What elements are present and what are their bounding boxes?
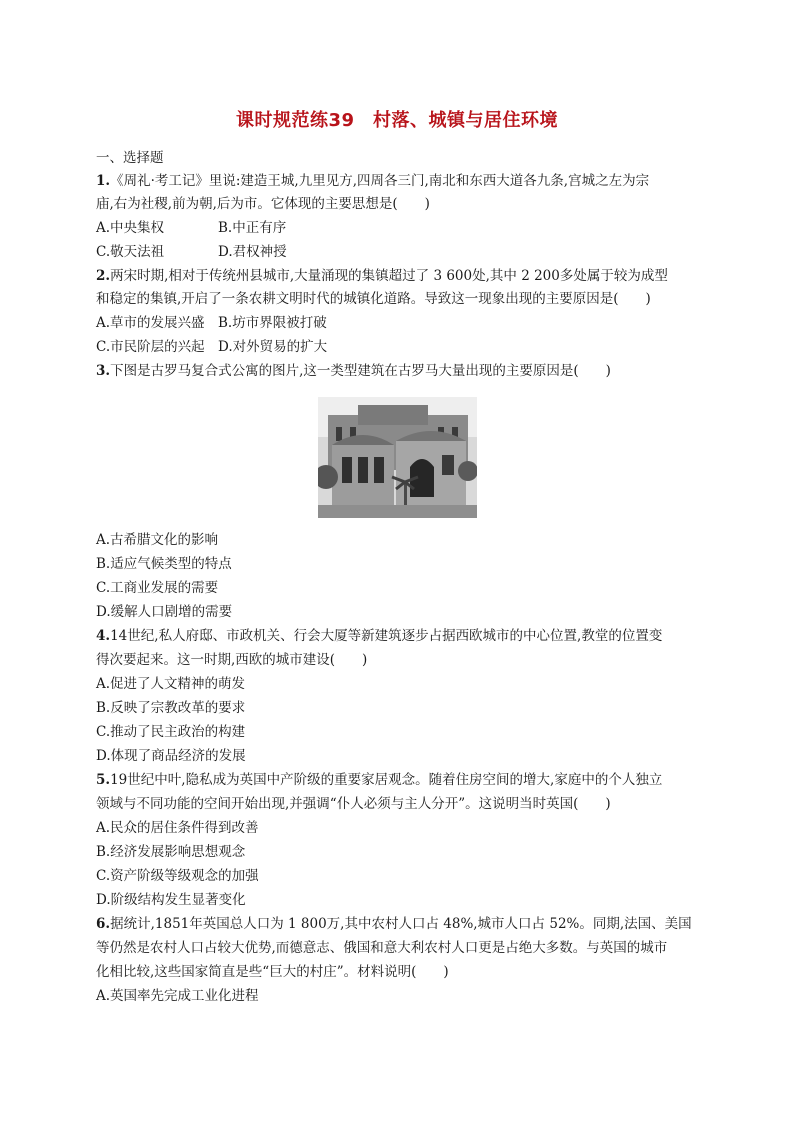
question-4-line-1 — [96, 626, 662, 646]
question-number: 5. — [96, 772, 111, 788]
question-text: 据统计,1851年英国总人口为 1 800万,其中农村人口占 48%,城市人口占 52%。同期,法国、美国 — [110, 916, 692, 932]
question-3-option-b[interactable]: B.适应气候类型的特点 — [96, 556, 232, 572]
question-4-line-2: 得次要起来。这一时期,西欧的城市建设( ) — [96, 652, 368, 668]
question-text: 两宋时期,相对于传统州县城市,大量涌现的集镇超过了 3 600处,其中 2 200多处属于较为成型 — [110, 268, 668, 284]
question-5-option-b[interactable]: B.经济发展影响思想观念 — [96, 844, 246, 860]
question-1-options-row-2 — [96, 242, 287, 262]
question-5-option-c[interactable]: C.资产阶级等级观念的加强 — [96, 868, 259, 884]
question-5-option-a[interactable]: A.民众的居住条件得到改善 — [96, 820, 259, 836]
question-6-line-3: 化相比较,这些国家简直是些“巨大的村庄”。材料说明( ) — [96, 964, 449, 980]
question-number: 4. — [96, 628, 111, 644]
question-1-line-2: 庙,右为社稷,前为朝,后为市。它体现的主要思想是( ) — [96, 196, 430, 212]
question-6-line-1 — [96, 914, 692, 934]
question-3-option-d[interactable]: D.缓解人口剧增的需要 — [96, 604, 233, 620]
section-heading: 一、选择题 — [96, 150, 164, 166]
option-b[interactable]: B.坊市界限被打破 — [218, 315, 327, 331]
question-6-line-2: 等仍然是农村人口占较大优势,而德意志、俄国和意大利农村人口更是占绝大多数。与英国的城市 — [96, 940, 668, 956]
option-a[interactable]: A.草市的发展兴盛 — [96, 315, 205, 331]
question-4-option-c[interactable]: C.推动了民主政治的构建 — [96, 724, 246, 740]
question-3-option-c[interactable]: C.工商业发展的需要 — [96, 580, 219, 596]
building-illustration — [318, 397, 477, 518]
question-2-options-row-1 — [96, 313, 327, 333]
question-6-option-a[interactable]: A.英国率先完成工业化进程 — [96, 988, 259, 1004]
question-4-option-b[interactable]: B.反映了宗教改革的要求 — [96, 700, 246, 716]
page-title: 课时规范练39 村落、城镇与居住环境 — [235, 110, 559, 131]
question-4-option-a[interactable]: A.促进了人文精神的萌发 — [96, 676, 246, 692]
roman-apartment-photo — [318, 397, 477, 518]
option-b[interactable]: B.中正有序 — [218, 220, 287, 236]
question-number: 3. — [96, 363, 111, 379]
question-number: 6. — [96, 916, 111, 932]
option-a[interactable]: A.中央集权 — [96, 220, 165, 236]
question-number: 2. — [96, 268, 111, 284]
question-text: 14世纪,私人府邸、市政机关、行会大厦等新建筑逐步占据西欧城市的中心位置,教堂的位置变 — [110, 628, 663, 644]
question-2-line-2: 和稳定的集镇,开启了一条农耕文明时代的城镇化道路。导致这一现象出现的主要原因是( ) — [96, 291, 651, 307]
question-3-line-1 — [96, 361, 611, 381]
question-number: 1. — [96, 173, 111, 189]
option-c[interactable]: C.敬天法祖 — [96, 244, 165, 260]
question-5-option-d[interactable]: D.阶级结构发生显著变化 — [96, 892, 246, 908]
question-text: 19世纪中叶,隐私成为英国中产阶级的重要家居观念。随着住房空间的增大,家庭中的个人独立 — [110, 772, 663, 788]
question-1-options-row-1 — [96, 218, 287, 238]
question-4-option-d[interactable]: D.体现了商品经济的发展 — [96, 748, 246, 764]
question-text: 下图是古罗马复合式公寓的图片,这一类型建筑在古罗马大量出现的主要原因是( ) — [110, 363, 611, 379]
option-d[interactable]: D.君权神授 — [218, 244, 287, 260]
question-3-option-a[interactable]: A.古希腊文化的影响 — [96, 532, 219, 548]
question-text: 《周礼·考工记》里说:建造王城,九里见方,四周各三门,南北和东西大道各九条,宫城之左为宗 — [110, 173, 650, 189]
question-2-options-row-2 — [96, 337, 328, 357]
question-2-line-1 — [96, 266, 668, 286]
question-5-line-1 — [96, 770, 662, 790]
question-1-line-1 — [96, 171, 649, 191]
option-d[interactable]: D.对外贸易的扩大 — [218, 339, 328, 355]
question-5-line-2: 领域与不同功能的空间开始出现,并强调“仆人必须与主人分开”。这说明当时英国( ) — [96, 796, 611, 812]
option-c[interactable]: C.市民阶层的兴起 — [96, 339, 205, 355]
